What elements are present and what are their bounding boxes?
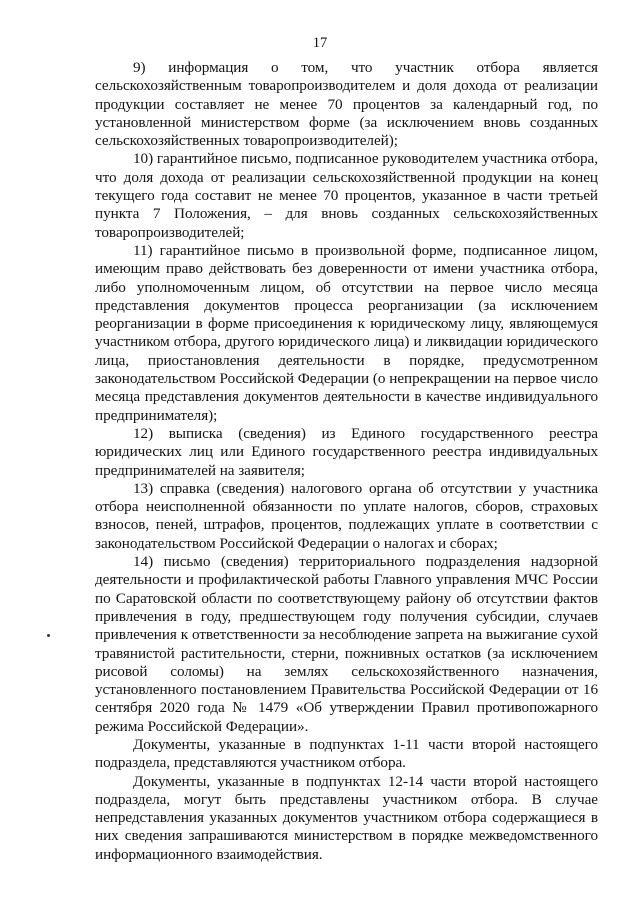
page-number: 17 — [312, 35, 328, 51]
document-body — [95, 59, 598, 864]
scan-dot-mark — [47, 634, 50, 637]
paragraph-documents-12-14: Документы, указанные в подпунктах 12-14 части второй настоящего подраздела, могут быть представлены участником отбора. В случае непредставления указанных документов участником отбора содержащиеся в них сведения запрашиваются министерством в порядке межведомственного информационного взаимодействия. — [95, 772, 598, 863]
list-item-10: 10) гарантийное письмо, подписанное руководителем участника отбора, что доля дохода от реализации сельскохозяйственной продукции на конец текущего года составит не менее 70 процентов, указанное в части третьей пункта 7 Положения, – для вновь созданных сельскохозяйственных товаропроизводителей; — [95, 150, 598, 241]
list-item-11: 11) гарантийное письмо в произвольной форме, подписанное лицом, имеющим право действовать без доверенности от имени участника отбора, либо уполномоченным лицом, об отсутствии на первое число месяца представления документов процесса реорганизации (за исключением реорганизации в форме присоединения к юридическому лицу, являющемуся участником отбора, другого юридического лица) и ликвидации юридического лица, приостановления деятельности в порядке, предусмотренном законодательством Российской Федерации (о непрекращении на первое число месяца представления документов деятельности в качестве индивидуального предпринимателя); — [95, 241, 598, 424]
list-item-9: 9) информация о том, что участник отбора является сельскохозяйственным товаропроизводителем и доля дохода от реализации продукции составляет не менее 70 процентов за календарный год, по установленной министерством форме (за исключением вновь созданных сельскохозяйственных товаропроизводителей); — [95, 59, 598, 150]
list-item-12: 12) выписка (сведения) из Единого государственного реестра юридических лиц или Единого государственного реестра индивидуальных предпринимателей на заявителя; — [95, 424, 598, 479]
list-item-14: 14) письмо (сведения) территориального подразделения надзорной деятельности и профилактической работы Главного управления МЧС России по Саратовской области по соответствующему району об отсутствии фактов привлечения в году, предшествующем году получения субсидии, случаев привлечения к ответственности за несоблюдение запрета на выжигание сухой травянистой растительности, стерни, пожнивных остатков (за исключением рисовой соломы) на землях сельскохозяйственного назначения, установленного постановлением Правительства Российской Федерации от 16 сентября 2020 года № 1479 «Об утверждении Правил противопожарного режима Российской Федерации». — [95, 553, 598, 735]
list-item-13: 13) справка (сведения) налогового органа об отсутствии у участника отбора неисполненной обязанности по уплате налогов, сборов, страховых взносов, пеней, штрафов, процентов, подлежащих уплате в соответствии с законодательством Российской Федерации о налогах и сборах; — [95, 479, 598, 552]
paragraph-documents-1-11: Документы, указанные в подпунктах 1-11 части второй настоящего подраздела, представляются участником отбора. — [95, 735, 598, 772]
